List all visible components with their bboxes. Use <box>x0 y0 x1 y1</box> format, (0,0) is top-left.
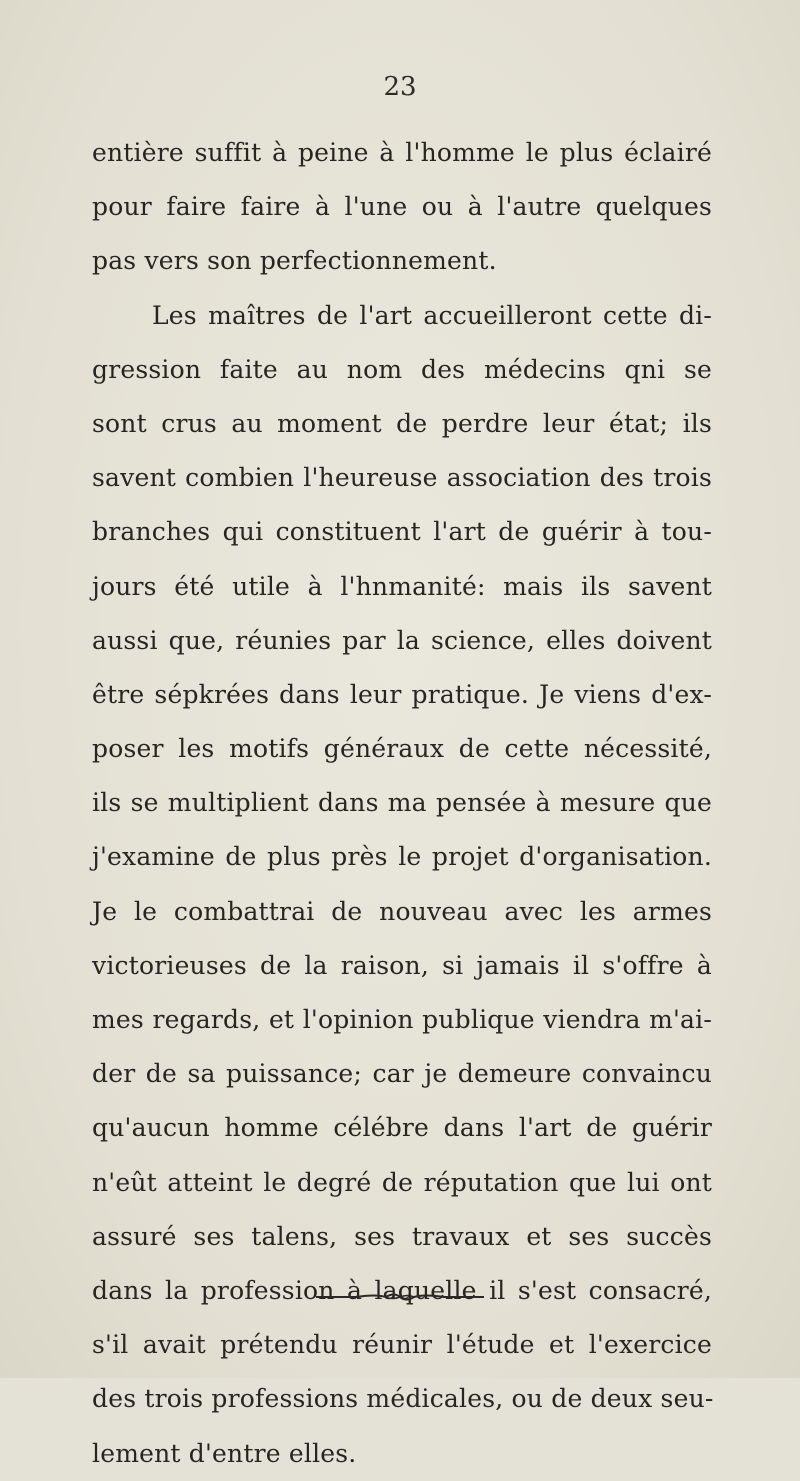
text-line: des trois professions médicales, ou de deux seu- <box>92 1384 714 1414</box>
text-line: être sépkrées dans leur pratique. Je viens d'ex- <box>92 679 712 709</box>
text-line: sont crus au moment de perdre leur état; ils <box>92 408 712 438</box>
text-line: lement d'entre elles. <box>92 1438 357 1468</box>
text-line: entière suffit à peine à l'homme le plus éclairé <box>92 138 712 167</box>
text-line: pour faire faire à l'une ou à l'autre quelques <box>92 192 712 222</box>
text-line: gression faite au nom des médecins qni se <box>92 354 712 384</box>
body-text <box>92 126 712 1481</box>
text-line: savent combien l'heureuse association des trois <box>92 463 712 493</box>
end-ornament-rule <box>316 1291 484 1303</box>
text-line: Je le combattrai de nouveau avec les armes <box>92 896 712 926</box>
paragraph-first-line: Les maîtres de l'art accueilleront cette di- <box>152 300 712 330</box>
text-line: ils se multiplient dans ma pensée à mesure que <box>92 788 712 818</box>
text-line: aussi que, réunies par la science, elles doivent <box>92 625 712 655</box>
text-line: der de sa puissance; car je demeure convaincu <box>92 1059 712 1089</box>
text-line: pas vers son perfectionnement. <box>92 246 497 276</box>
text-line: s'il avait prétendu réunir l'étude et l'exercice <box>92 1330 712 1360</box>
text-line: dans la profession à laquelle il s'est consacré, <box>92 1275 712 1305</box>
text-line: victorieuses de la raison, si jamais il s'offre à <box>92 950 712 980</box>
text-line: n'eût atteint le degré de réputation que lui ont <box>92 1167 712 1197</box>
page-number: 23 <box>383 72 417 102</box>
text-line: jours été utile à l'hnmanité: mais ils savent <box>92 571 712 601</box>
text-line: assuré ses talens, ses travaux et ses succès <box>92 1221 712 1251</box>
text-line: qu'aucun homme célébre dans l'art de guérir <box>92 1113 712 1143</box>
text-line: mes regards, et l'opinion publique viendra m'ai- <box>92 1005 712 1034</box>
text-line: branches qui constituent l'art de guérir à tou- <box>92 517 712 547</box>
text-line: poser les motifs généraux de cette nécessité, <box>92 734 712 764</box>
text-line: j'examine de plus près le projet d'organisation. <box>92 842 712 872</box>
